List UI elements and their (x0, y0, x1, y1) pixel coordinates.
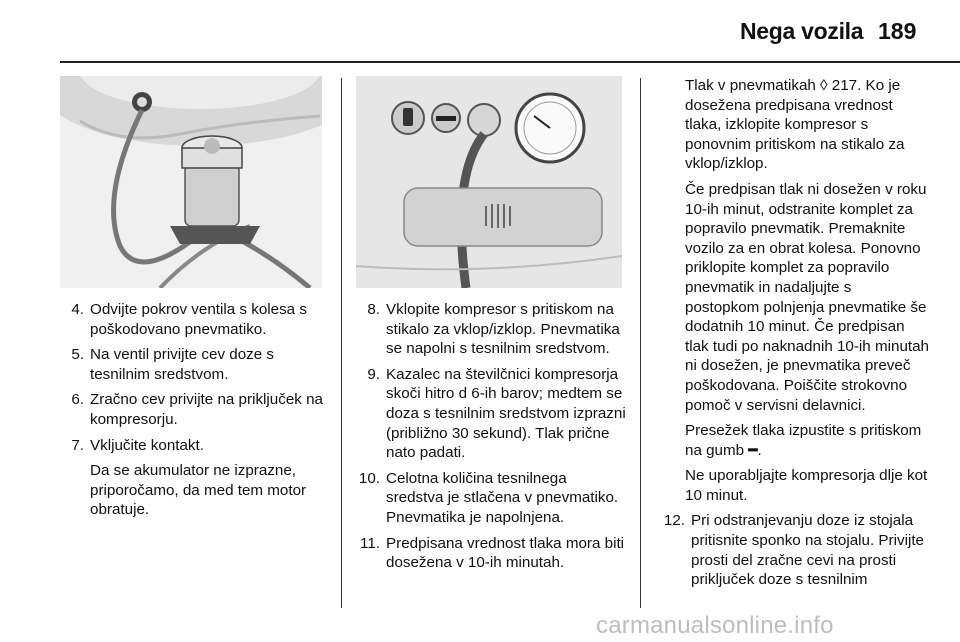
pressure-not-reached-paragraph: Če predpisan tlak ni dosežen v roku 10-ih minut, odstranite komplet za popravilo pnevmatik. Premaknite vozilo za en obrat kolesa. Ponovno priklopite komplet za popravilo pnevmatik in nadaljujte s postopkom polnjenja pnevmatike še dodatnih 10 minut. Če predpisan tlak tudi po naknadnih 10-ih minutah ni dosežen, je pnevmatika preveč poškodovana. Poiščite strokovno pomoč v servisni delavnici. (685, 180, 930, 414)
excess-pressure-paragraph (685, 421, 929, 460)
page-number: 189 (878, 18, 917, 44)
step-8 (356, 300, 626, 359)
switch-rocker (403, 108, 413, 126)
step-text: Celotna količina tesnilnega sredstva je stlačena v pnevmatiko. Pnevmatika je napolnjena. (386, 469, 619, 526)
excess-pressure-text: Presežek tlaka izpustite s pritiskom na gumb (685, 422, 922, 459)
section-title: Nega vozila (740, 18, 864, 44)
canister-holder (170, 226, 260, 244)
step-text: Kazalec na številčnici kompresorja skoči hitro d 6-ih barov; medtem se doza s tesnilnim sredstvom izprazni (približno 30 sekund). Tlak prične nato padati. (386, 365, 626, 462)
step-number: 12. (663, 512, 685, 530)
step-number: 6. (71, 391, 84, 409)
step-10 (356, 469, 626, 528)
header-rule (60, 61, 960, 63)
column-divider-1 (341, 78, 342, 608)
step-text: Vključite kontakt. (90, 436, 204, 454)
step-7 (60, 436, 332, 520)
watermark: carmanualsonline.info (596, 612, 834, 639)
sentence-end: . (757, 441, 762, 459)
step-11 (356, 534, 626, 573)
step-9 (356, 365, 626, 463)
step-number: 7. (71, 436, 84, 454)
step-number: 4. (71, 301, 84, 318)
column-middle (356, 300, 626, 579)
canister-drawing (60, 76, 322, 288)
step-text: Na ventil privijte cev doze s tesnilnim sredstvom. (90, 346, 275, 383)
step-text: Predpisana vrednost tlaka mora biti dosežena v 10-ih minutah. (386, 534, 625, 572)
compressor-time-paragraph: Ne uporabljajte kompresorja dlje kot 10 minut. (685, 467, 928, 504)
valve-stem (137, 97, 147, 107)
hose-connector (468, 104, 500, 136)
sealant-canister-illustration (60, 76, 322, 288)
column-right (663, 76, 930, 596)
step-number: 11. (360, 534, 380, 552)
step-4 (60, 300, 332, 339)
cap-center (204, 138, 220, 154)
step-note: Da se akumulator ne izprazne, priporočamo, da med tem motor obratuje. (90, 462, 307, 519)
tire-pressure-paragraph: Tlak v pnevmatikah ◊ 217. Ko je dosežena predpisana vrednost tlaka, izklopite kompresor s ponovnim pritiskom na stikalo za vklop/izklop. (685, 77, 905, 173)
step-number: 10. (358, 469, 380, 487)
sealant-bottle (185, 164, 239, 226)
step-text: Odvijte pokrov ventila s kolesa s poškodovano pnevmatiko. (90, 301, 307, 338)
step-number: 9. (367, 365, 380, 383)
step-12 (655, 511, 929, 589)
page-header (0, 0, 960, 62)
step-6 (60, 390, 332, 429)
compressor-drawing (356, 76, 622, 288)
minus-button-icon: ━ (748, 441, 758, 459)
step-text: Vklopite kompresor s pritiskom na stikalo za vklop/izklop. Pnevmatika se napolni s tesnilnim sredstvom. (386, 301, 620, 358)
minus-symbol (436, 116, 456, 121)
column-left (60, 300, 332, 526)
step-number: 5. (71, 346, 84, 364)
compressor-panel-illustration (356, 76, 622, 288)
column-divider-2 (640, 78, 641, 608)
step-number: 8. (367, 301, 380, 318)
step-text: Zračno cev privijte na priključek na kompresorju. (90, 391, 323, 428)
step-5 (60, 345, 332, 384)
step-text: Pri odstranjevanju doze iz stojala pritisnite sponko na stojalu. Privijte prosti del zračne cevi na prosti priključek doze s tesnilnim (691, 512, 924, 589)
